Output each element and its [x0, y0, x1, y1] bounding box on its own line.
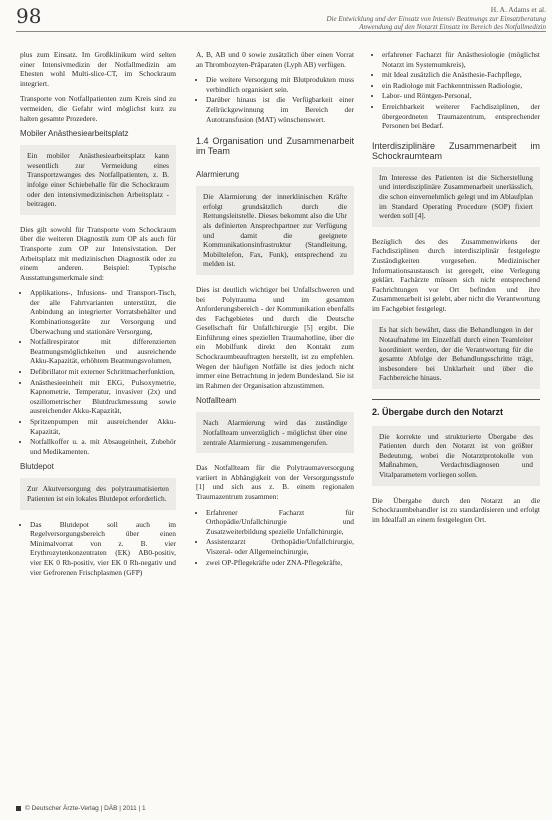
column-1	[20, 50, 176, 583]
page-number: 98	[16, 4, 42, 28]
list-item: • Spritzenpumpen mit ausreichender Akku-Kapazität,	[30, 417, 176, 436]
list-item: • Applikations-, Infusions- und Transport-Tisch, der alle Fahrtvarianten unterstützt, die Anbindung an integrierter Vorratsbehälter und Kombinationsgeräte zur Versorgung und Überwachung und stationäre Versorgung,	[30, 288, 176, 336]
box-text: Die Alarmierung der innerklinischen Kräfte erfolgt grundsätzlich durch die Rettungsleitstelle. Dieses bekommt also die Uhr als definierten Ansprechpartner zur Verfügung und damit die geeignete Kommunikationsinfrastruktur (Standleitung, Mobiltelefon, Fax, Funk), entsprechend zu melden ist.	[203, 192, 347, 269]
list-item: • Assistenzarzt Orthopädie/Unfallchirurgie, Viszeral- oder Allgemeinchirurgie,	[206, 537, 354, 556]
list-item: • Defibrillator mit externer Schrittmacherfunktion,	[30, 367, 176, 377]
paragraph: plus zum Einsatz. Im Großklinikum wird selten einer Intensivmedizin der Notfallmedizin am Ehesten wohl Multi-slice-CT, im Schockraum integriert.	[20, 50, 176, 88]
footer-square-icon	[16, 806, 21, 811]
list-item: • Die weitere Versorgung mit Blutprodukten muss verbindlich organisiert sein.	[206, 75, 354, 94]
list-item: • Notfallrespirator mit differenzierten Beatmungsmöglichkeiten und ausreichende Akku-Kapazität, erhöhtem Beatmungsvolumen,	[30, 337, 176, 366]
section-heading-uebergabe: 2. Übergabe durch den Notarzt	[372, 399, 540, 418]
highlight-box	[20, 145, 176, 215]
highlight-box	[20, 478, 176, 509]
box-text: Ein mobiler Anästhesiearbeitsplatz kann wesentlich zur Vermeidung eines Transportzwanges des Notfallpatienten, z. B. infolge einer Schiebehalle für die Schockraum oder den intensivmedizinischen Arbeitsplatz - beitragen.	[27, 151, 169, 209]
list-item: • Labor- und Röntgen-Personal,	[382, 91, 540, 101]
column-2	[196, 50, 354, 573]
paragraph: Transporte von Notfallpatienten zum Kreis sind zu vermeiden, die Gefahr wird möglichst kurz zu halten gesamte Prozedere.	[20, 94, 176, 123]
header-title-line: Die Entwicklung und der Einsatz von Intensiv Beatmungs zur Einsatzberatung	[326, 14, 546, 23]
header-rule	[16, 31, 546, 32]
list-item: • zwei OP-Pflegekräfte oder ZNA-Pflegekräfte,	[206, 558, 354, 568]
paragraph: Dies ist deutlich wichtiger bei Unfallschweren und bei Polytrauma und im gesamten Anforderungsbereich - der Kommunikation ebenfalls des Fachgebietes und durch die Deutsche Gesellschaft für Unfallchirurgie [5] ergibt. Die Einführung eines speziellen Traumahotline, über die ein Mobilfunk direkt den Kontakt zum Schockraumbeauftragten herstellt, ist zu empfehlen. Wegen der häufigen Notfälle ist dies jedoch nicht immer eine Betrachtung in jedem Bundesland. Sie ist im Rahmen der Organisation abzustimmen.	[196, 284, 354, 390]
list-item: • mit Ideal zusätzlich die Anästhesie-Fachpflege,	[382, 70, 540, 80]
paragraph: Das Notfallteam für die Polytraumaversorgung variiert in Abhängigkeit von der Versorgungsstufe [1] und sich aus z. B. einem regionalen Traumazentrum zusammen:	[196, 463, 354, 501]
box-text: Zur Akutversorgung des polytraumatisierten Patienten ist ein lokales Blutdepot erforderlich.	[27, 484, 169, 503]
section-heading-interdisziplinaer: Interdisziplinäre Zusammenarbeit im Schockraumteam	[372, 140, 540, 161]
list-item: • Notfallkoffer u. a. mit Absaugeinheit, Zubehör und Medikamenten.	[30, 437, 176, 456]
box-text: Im Interesse des Patienten ist die Sicherstellung und interdisziplinäre Zusammenarbeit unerlässlich, die schon einvernehmlich gelegt und im Ablaufplan im Standard Operating Procedure (SOP) fixiert werden soll [4].	[379, 172, 533, 221]
box-text: Die korrekte und strukturierte Übergabe des Patienten durch den Notarzt ist von größter Bedeutung, wobei die Notarztprotokolle von Maßnahmen, Verdachtsdiagnosen und Vitalparametern vorliegen sollen.	[379, 431, 533, 479]
list-item: • ein Radiologe mit Fachkenntnissen Radiologie,	[382, 81, 540, 91]
box-text: Nach Alarmierung wird das zuständige Notfallteam unverzüglich - möglichst über eine zentrale Alarmierung - zusammengerufen.	[203, 418, 347, 447]
section-heading-notfallteam: Notfallteam	[196, 396, 237, 406]
section-heading-mobile: Mobiler Anästhesiearbeitsplatz	[20, 129, 129, 139]
footer-text: © Deutscher Ärzte-Verlag | DÄB | 2011 | 1	[25, 805, 146, 812]
team-list	[196, 508, 354, 568]
highlight-box	[196, 412, 354, 453]
list-item: • erfahrener Facharzt für Anästhesiologie (möglichst Notarzt im Systemumkreis),	[382, 50, 540, 69]
list-item: • Erfahrener Facharzt für Orthopädie/Unfallchirurgie und Zusatzweiterbildung spezielle Unfallchirurgie,	[206, 508, 354, 537]
section-heading-blutdepot: Blutdepot	[20, 462, 54, 472]
paragraph: Die Übergabe durch den Notarzt an die Schockraumbehandler ist zu standardisieren und erfolgt im Idealfall an einem festgelegten Ort.	[372, 495, 540, 524]
list-item: • Erreichbarkeit weiterer Fachdisziplinen, der übergeordneten Traumazentrum, entsprechender Personen bei Bedarf.	[382, 102, 540, 131]
box-text: Es hat sich bewährt, dass die Behandlungen in der Notaufnahme im Einzelfall durch einen Teamleiter koordiniert werden, der die Verantwortung für die gesamte Abfolge der Behandlungsschritte trägt, insbesondere bei Unklarheit und über die Fachbereiche hinaus.	[379, 325, 533, 383]
header-subtitle-line: Anwendung auf den Notarzt Einsatz im Bereich des Notfallmedizin	[359, 23, 546, 31]
highlight-box	[372, 167, 540, 227]
page-footer	[16, 805, 146, 812]
supply-list	[196, 75, 354, 124]
section-heading-alarmierung: Alarmierung	[196, 170, 240, 180]
blood-list	[20, 520, 176, 578]
list-item: • Anästhesieeinheit mit EKG, Pulsoxymetrie, Kapnometrie, Temperatur, invasiver (2x) und oszillometrischer Blutdruckmessung sowie ausreichender Akku-Kapazität,	[30, 378, 176, 416]
section-heading-organisation: 1.4 Organisation und Zusammenarbeit im Team	[196, 136, 354, 157]
equipment-list	[20, 288, 176, 456]
list-item: • Das Blutdepot soll auch im Regelversorgungsbereich über einen Minimalvorrat von z. B. vier Erythrozytenkonzentraten (EK) AB0-positiv, vier EK 0 Rh-positiv, vier EK 0 Rh-negativ und vier Gefrorenen Frischplasmen (GFP)	[30, 520, 176, 578]
running-header	[186, 6, 546, 32]
header-authors: H. A. Adams et al.	[490, 5, 546, 14]
column-3	[372, 50, 540, 530]
paragraph: A, B, AB und 0 sowie zusätzlich über einen Vorrat an Thrombozyten-Präparaten (Lyph AB) verfügen.	[196, 50, 354, 69]
paragraph: Bezüglich des des Zusammenwirkens der Fachdisziplinen durch interdisziplinär festgelegte Zuständigkeiten vorgesehen. Medizinischer Informationsaustausch ist geregelt, eine Verlegung geklärt. Fachärzte müssen sich nicht entsprechend Fachrichtungen vor Ort befinden und ihre Zusammenarbeit ist gelebt, aber nicht die Verantwortung im Fachgebiet festgelegt.	[372, 236, 540, 313]
team-list-continued	[372, 50, 540, 131]
list-item: • Darüber hinaus ist die Verfügbarkeit einer Zellrückgewinnung im Bereich der Autotransfusion (MAT) wünschenswert.	[206, 95, 354, 124]
highlight-box	[372, 319, 540, 389]
highlight-box	[372, 426, 540, 486]
highlight-box	[196, 186, 354, 275]
paragraph: Dies gilt sowohl für Transporte vom Schockraum über die weiteren Diagnostik zum OP als auch für Transporte zum OP zur Intensivstation. Der Arbeitsplatz mit medizinischen Diagnostik oder zu einem anderen. Beispiel: Typische Ausstattungsmerkmale sind:	[20, 224, 176, 282]
